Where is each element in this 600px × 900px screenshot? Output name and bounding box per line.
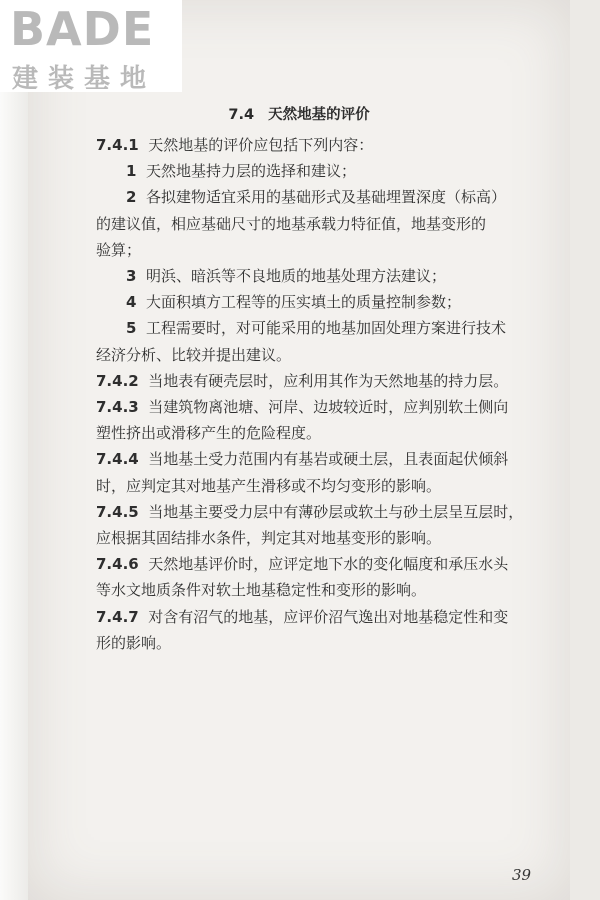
item-number: 2 — [126, 188, 137, 207]
logo-subtitle: 建装基地 — [12, 64, 157, 94]
item-number: 5 — [126, 319, 137, 338]
text-line: 等水文地质条件对软土地基稳定性和变形的影响。 — [96, 581, 427, 600]
clause-number: 7.4.7 — [96, 607, 139, 626]
item-number: 1 — [126, 162, 137, 181]
clause-number: 7.4.1 — [96, 136, 139, 154]
clause-number: 7.4.5 — [96, 502, 139, 521]
logo-wordmark: BADE — [10, 2, 155, 56]
text-line: 4 大面积填方工程等的压实填土的质量控制参数； — [126, 293, 461, 312]
section-heading — [28, 103, 570, 124]
text-line: 7.4.2 当地表有硬壳层时，应利用其作为天然地基的持力层。 — [96, 371, 509, 390]
text-line: 的建议值，相应基础尺寸的地基承载力特征值，地基变形的 — [96, 214, 487, 233]
text-line: 时，应判定其对地基产生滑移或不均匀变形的影响。 — [96, 476, 442, 495]
section-number: 7.4 — [228, 107, 255, 123]
text-line: 2 各拟建物适宜采用的基础形式及基础埋置深度（标高） — [126, 188, 506, 207]
text-line: 1 天然地基持力层的选择和建议； — [126, 162, 356, 181]
text-line: 7.4.1 天然地基的评价应包括下列内容： — [96, 136, 374, 154]
item-number: 4 — [126, 293, 137, 312]
text-line: 验算； — [96, 240, 142, 259]
text-line: 7.4.5 当地基主要受力层中有薄砂层或软土与砂土层呈互层时， — [96, 502, 524, 521]
body-text — [96, 132, 558, 656]
section-title-text: 天然地基的评价 — [268, 107, 370, 123]
text-line: 7.4.4 当地基土受力范围内有基岩或硬土层，且表面起伏倾斜 — [96, 450, 509, 469]
clause-number: 7.4.2 — [96, 371, 139, 390]
item-number: 3 — [126, 267, 137, 286]
text-line: 应根据其固结排水条件，判定其对地基变形的影响。 — [96, 529, 442, 548]
page-edge — [0, 0, 28, 900]
text-line: 3 明浜、暗浜等不良地质的地基处理方法建议； — [126, 267, 446, 286]
clause-number: 7.4.6 — [96, 555, 139, 574]
watermark-logo — [0, 0, 182, 92]
text-line: 7.4.7 对含有沼气的地基，应评价沼气逸出对地基稳定性和变 — [96, 607, 509, 626]
clause-number: 7.4.3 — [96, 398, 139, 417]
text-line: 7.4.6 天然地基评价时，应评定地下水的变化幅度和承压水头 — [96, 555, 509, 574]
clause-number: 7.4.4 — [96, 450, 139, 469]
text-line: 7.4.3 当建筑物离池塘、河岸、边坡较近时，应判别软土侧向 — [96, 398, 509, 417]
text-line: 经济分析、比较并提出建议。 — [96, 345, 292, 364]
text-line: 塑性挤出或滑移产生的危险程度。 — [96, 424, 322, 443]
page-number: 39 — [512, 866, 532, 884]
text-line: 形的影响。 — [96, 633, 172, 652]
document-page — [28, 0, 570, 900]
text-line: 5 工程需要时，对可能采用的地基加固处理方案进行技术 — [126, 319, 506, 338]
